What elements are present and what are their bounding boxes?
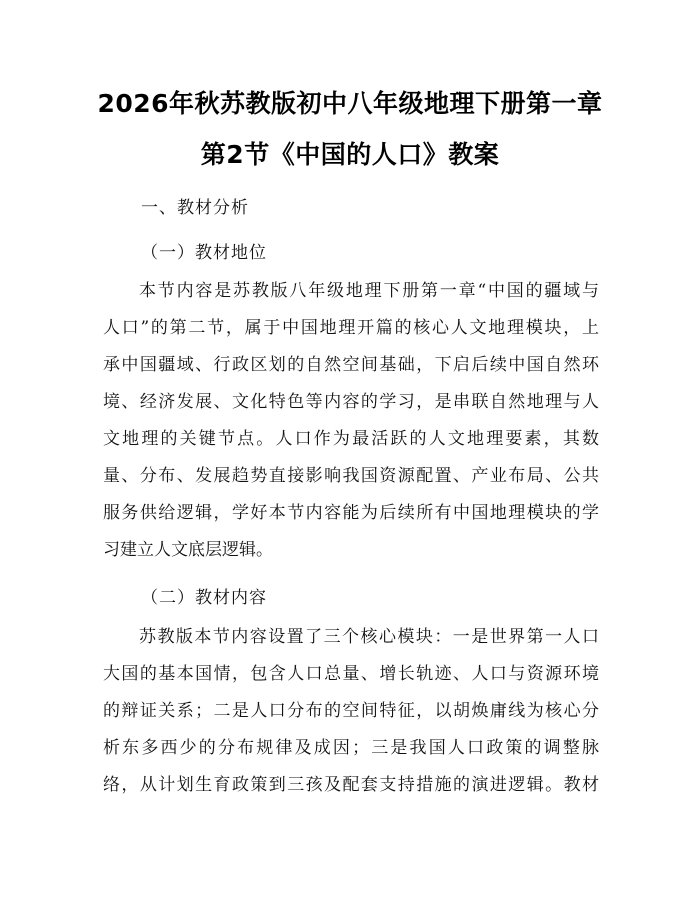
paragraph-line: 承中国疆域、行政区划的自然空间基础，下启后续中国自然环 [103,355,599,375]
subsection-heading-textbook-content: （二）教材内容 [141,588,267,608]
document-title-line-2: 第2节《中国的人口》教案 [200,140,500,169]
paragraph-line: 服务供给逻辑，学好本节内容能为后续所有中国地理模块的学 [103,503,599,523]
paragraph-line: 习建立人文底层逻辑。 [103,540,273,560]
paragraph-line: 苏教版本节内容设置了三个核心模块：一是世界第一人口 [139,627,599,647]
subsection-heading-textbook-position: （一）教材地位 [141,243,267,263]
paragraph-line: 析东多西少的分布规律及成因；三是我国人口政策的调整脉 [103,738,599,758]
paragraph-line: 境、经济发展、文化特色等内容的学习，是串联自然地理与人 [103,392,599,412]
paragraph-line: 文地理的关键节点。人口作为最活跃的人文地理要素，其数 [103,429,599,449]
paragraph-textbook-position [103,273,599,569]
paragraph-line: 大国的基本国情，包含人口总量、增长轨迹、人口与资源环境 [103,664,599,684]
paragraph-line: 本节内容是苏教版八年级地理下册第一章“中国的疆域与 [139,281,599,301]
paragraph-line: 量、分布、发展趋势直接影响我国资源配置、产业布局、公共 [103,466,599,486]
paragraph-line: 络，从计划生育政策到三孩及配套支持措施的演进逻辑。教材 [103,775,599,795]
paragraph-line: 人口”的第二节，属于中国地理开篇的核心人文地理模块，上 [103,318,599,338]
document-title-line-1: 2026年秋苏教版初中八年级地理下册第一章 [97,89,603,118]
section-heading-textbook-analysis: 一、教材分析 [141,198,249,218]
paragraph-textbook-content [103,619,599,804]
paragraph-line: 的辩证关系；二是人口分布的空间特征，以胡焕庸线为核心分 [103,701,599,721]
